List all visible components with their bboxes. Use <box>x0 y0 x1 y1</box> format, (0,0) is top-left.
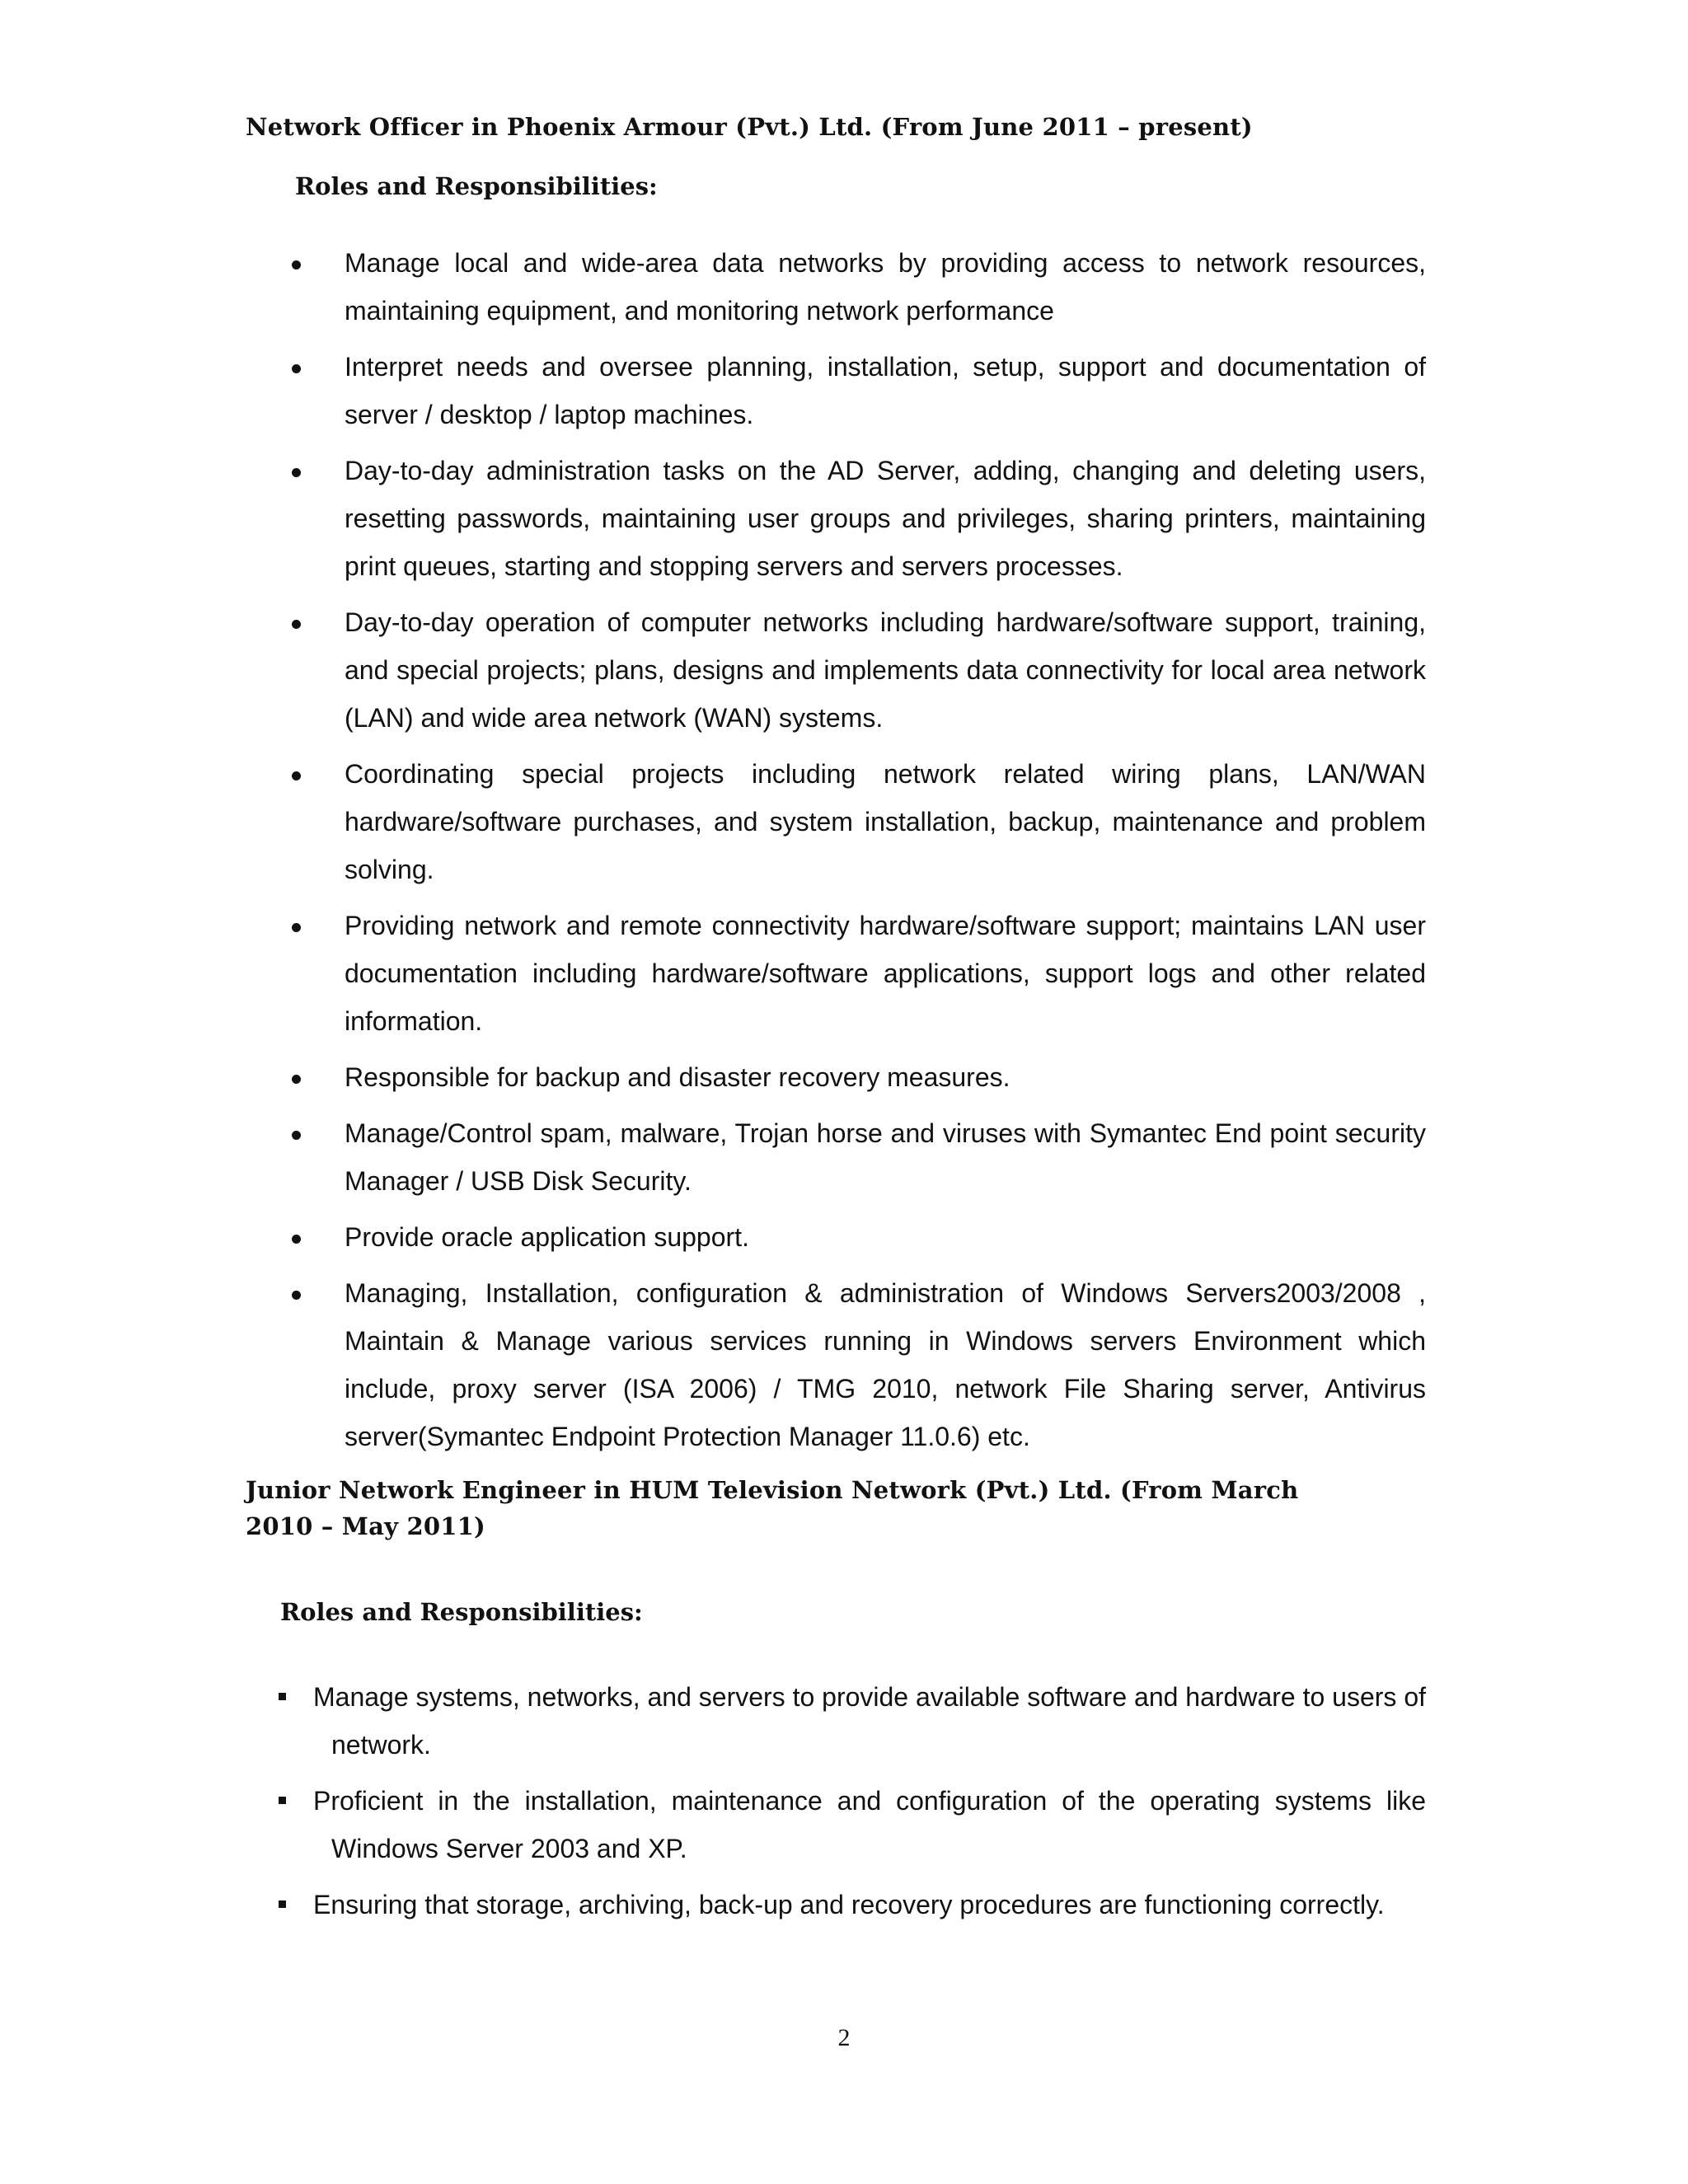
list-item: Provide oracle application support. <box>345 1213 1426 1261</box>
roles-heading: Roles and Responsibilities: <box>280 1598 643 1626</box>
job-title-line-2: 2010 – May 2011) <box>246 1512 485 1540</box>
list-item: Manage local and wide-area data networks by providing access to network resources, maintaining equipment, and monitoring network performance <box>345 239 1426 335</box>
bullet-dot-icon <box>292 1235 301 1244</box>
bullet-dot-icon <box>292 1131 301 1140</box>
list-item: Providing network and remote connectivity hardware/software support; maintains LAN user documentation including hardware/software applications, support logs and other related information. <box>345 902 1426 1045</box>
page-number: 2 <box>837 2024 851 2051</box>
bullet-dot-icon <box>292 468 301 477</box>
job-title-phoenix-armour: Network Officer in Phoenix Armour (Pvt.) Ltd. (From June 2011 – present) <box>246 113 1253 141</box>
list-item: Day-to-day operation of computer networks including hardware/software support, training, and special projects; plans, designs and implements data connectivity for local area network (LAN) and wide area network (WAN) systems. <box>345 598 1426 742</box>
job-title-hum-television <box>246 1472 1298 1544</box>
list-item: Managing, Installation, configuration & administration of Windows Servers2003/2008 , Maintain & Manage various services running in Windows servers Environment which include, proxy server (ISA 2006) / TMG 2010, network File Sharing server, Antivirus server(Symantec Endpoint Protection Manager 11.0.6) etc. <box>345 1269 1426 1460</box>
list-item: Manage systems, networks, and servers to provide available software and hardware to users of network. <box>313 1673 1426 1769</box>
list-item: Day-to-day administration tasks on the AD Server, adding, changing and deleting users, resetting passwords, maintaining user groups and privileges, sharing printers, maintaining print queues, starting and stopping servers and servers processes. <box>345 447 1426 590</box>
list-item: Ensuring that storage, archiving, back-up and recovery procedures are functioning correctly. <box>313 1881 1426 1929</box>
bullet-dot-icon <box>292 260 301 269</box>
bullet-square-icon <box>279 1900 286 1908</box>
bullet-square-icon <box>279 1693 286 1700</box>
list-item: Coordinating special projects including network related wiring plans, LAN/WAN hardware/software purchases, and system installation, backup, maintenance and problem solving. <box>345 750 1426 893</box>
bullet-dot-icon <box>292 923 301 932</box>
bullet-dot-icon <box>292 1075 301 1084</box>
bullet-dot-icon <box>292 620 301 629</box>
responsibilities-list <box>345 239 1426 1469</box>
roles-heading: Roles and Responsibilities: <box>295 172 658 200</box>
job-title-line-1: Junior Network Engineer in HUM Television Network (Pvt.) Ltd. (From March <box>246 1476 1299 1504</box>
bullet-dot-icon <box>292 1291 301 1300</box>
bullet-dot-icon <box>292 771 301 780</box>
list-item: Responsible for backup and disaster recovery measures. <box>345 1053 1426 1101</box>
list-item: Proficient in the installation, maintenance and configuration of the operating systems like Windows Server 2003 and XP. <box>313 1777 1426 1872</box>
list-item: Manage/Control spam, malware, Trojan horse and viruses with Symantec End point security Manager / USB Disk Security. <box>345 1109 1426 1205</box>
list-item: Interpret needs and oversee planning, installation, setup, support and documentation of server / desktop / laptop machines. <box>345 343 1426 438</box>
bullet-dot-icon <box>292 364 301 373</box>
bullet-square-icon <box>279 1797 286 1804</box>
responsibilities-list <box>313 1673 1426 1937</box>
